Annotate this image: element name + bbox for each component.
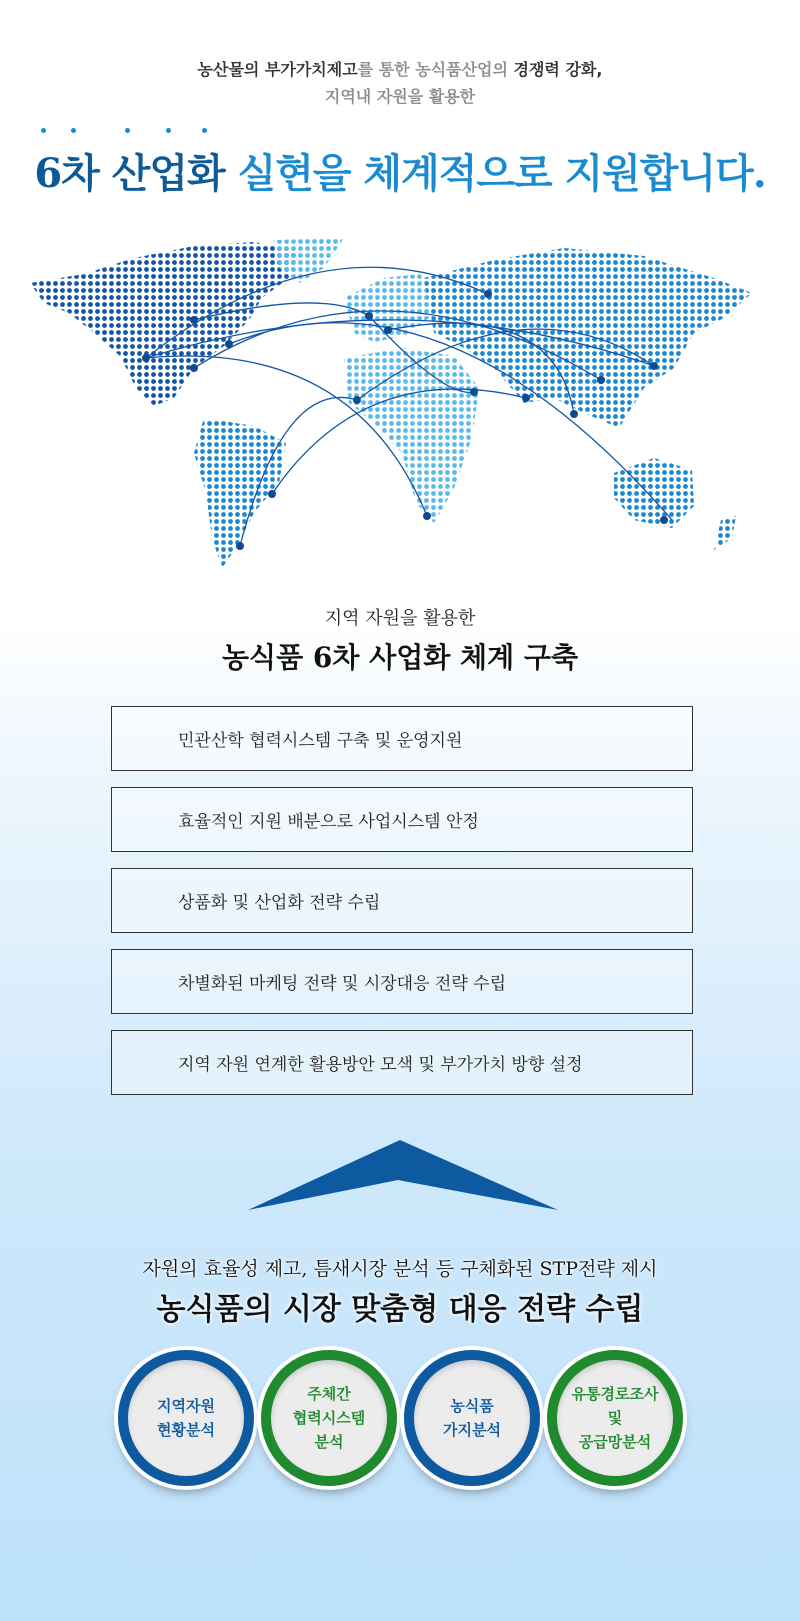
circle-line: 가지분석 (443, 1421, 501, 1439)
list-item (111, 868, 693, 933)
circle-line: 지역자원 (157, 1397, 215, 1415)
intro-highlight-1: 농산물의 부가가치제고 (197, 60, 358, 79)
emphasis-dot (125, 128, 130, 133)
africa-shape (344, 348, 479, 523)
intro-line-2: 지역내 자원을 활용한 (324, 87, 476, 106)
circle-line: 협력시스템 (292, 1409, 366, 1427)
circle-line: 공급망분석 (578, 1433, 652, 1451)
headline-part-1: 6차 산업화 (34, 150, 238, 197)
list-item-label: 민관산학 협력시스템 구축 및 운영지원 (178, 731, 463, 751)
circle-line: 농식품 (450, 1397, 494, 1415)
circle-line: 및 (607, 1409, 623, 1427)
circle-value-analysis (404, 1350, 540, 1486)
circle-cooperation-system (261, 1350, 397, 1486)
headline-part-2: 실현을 체계적으로 지원합니다. (237, 150, 766, 197)
section-2-title: 농식품의 시장 맞춤형 대응 전략 수립 (156, 1292, 644, 1327)
list-item (111, 1030, 693, 1095)
intro-line-1 (0, 56, 800, 83)
intro-text-3: 의 (492, 60, 514, 79)
intro-text (0, 56, 800, 110)
strategy-list (111, 706, 693, 1111)
circle-line: 유통경로조사 (571, 1385, 659, 1403)
up-arrow-icon (248, 1140, 558, 1210)
emphasis-dot (202, 128, 207, 133)
intro-highlight-2: 경쟁력 강화, (513, 60, 603, 79)
circle-line: 현황분석 (157, 1421, 215, 1439)
north-america-shape (30, 242, 299, 406)
intro-text-1: 를 통한 (357, 60, 416, 79)
circle-line: 주체간 (307, 1385, 351, 1403)
section-1-title: 농식품 6차 사업화 체계 구축 (221, 641, 578, 674)
list-item-label: 차별화된 마케팅 전략 및 시장대응 전략 수립 (178, 974, 507, 994)
australia-shape (614, 458, 694, 528)
list-item (111, 949, 693, 1014)
section-1-subtitle: 지역 자원을 활용한 (324, 608, 476, 629)
list-item (111, 787, 693, 852)
list-item (111, 706, 693, 771)
emphasis-dot (41, 128, 46, 133)
list-item-label: 상품화 및 산업화 전략 수립 (178, 893, 381, 913)
list-item-label: 효율적인 지원 배분으로 사업시스템 안정 (178, 812, 479, 832)
intro-text-2: 농식품산업 (415, 60, 493, 79)
main-headline (0, 142, 800, 199)
section-2-subtitle: 자원의 효율성 제고, 틈새시장 분석 등 구체화된 STP전략 제시 (142, 1258, 658, 1280)
circle-regional-resources (118, 1350, 254, 1486)
emphasis-dot (71, 128, 76, 133)
new-zealand-shape (714, 516, 736, 550)
list-item-label: 지역 자원 연계한 활용방안 모색 및 부가가치 방향 설정 (178, 1055, 583, 1075)
circle-distribution-analysis (547, 1350, 683, 1486)
world-map-illustration (24, 238, 776, 578)
emphasis-dot (166, 128, 171, 133)
circle-line: 분석 (314, 1433, 344, 1451)
